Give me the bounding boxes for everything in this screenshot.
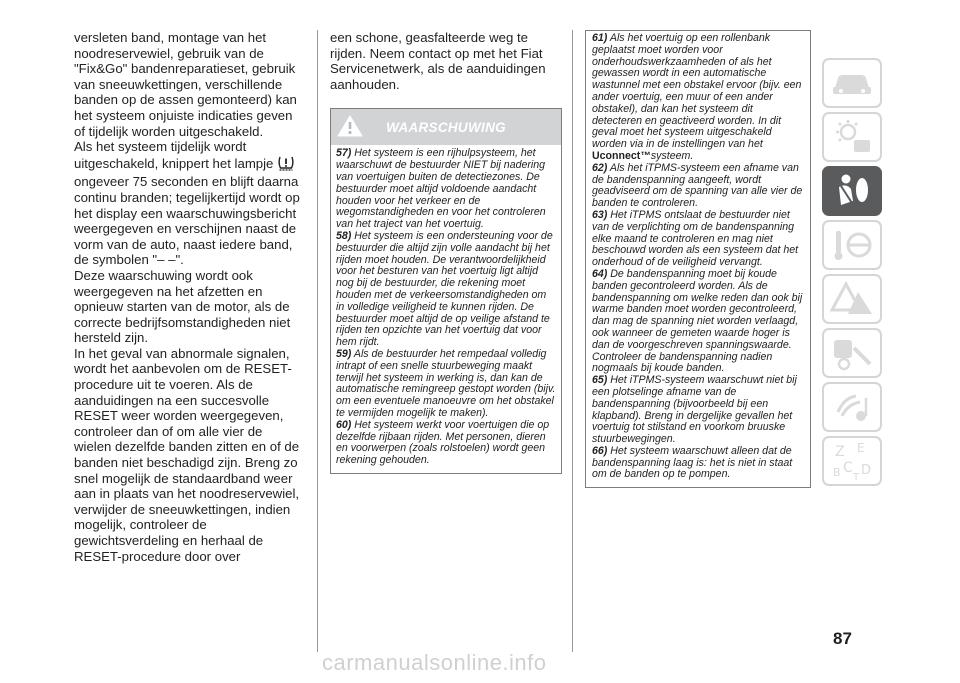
note-number: 62) xyxy=(592,161,608,174)
text-column-2 xyxy=(330,30,562,474)
index-letter: D xyxy=(861,463,872,478)
warning-header xyxy=(331,109,561,145)
note-number: 64) xyxy=(592,267,608,280)
index-letter: B xyxy=(833,466,841,479)
tab-index[interactable] xyxy=(822,436,882,486)
paragraph: Deze waarschuwing wordt ook weergegeven na het afzetten en opnieuw starten van de motor, als de correcte bedrijfsomstandigheden niet hersteld zijn. xyxy=(74,267,291,346)
note-item xyxy=(336,231,557,349)
paragraph-lamp-after: ongeveer 75 seconden en blijft daarna continu branden; tegelijkertijd wordt op het display een waarschuwingsbericht weergegeven en verschijnen naast de vorm van de auto, naast iedere band, de symbolen "– –". xyxy=(74,174,300,268)
paragraph-lamp-before: Als het systeem tijdelijk wordt uitgeschakeld, knippert het lampje xyxy=(74,139,274,171)
note-number: 63) xyxy=(592,208,608,221)
note-item xyxy=(592,446,805,481)
multimedia-icon xyxy=(830,388,874,426)
key-steering-icon xyxy=(830,226,874,264)
note-text: Het systeem werkt voor voertuigen die op dezelfde rijbaan rijden. Met personen, dieren en voorwerpen (zoals rolstoelen) wordt geen rekening gehouden. xyxy=(336,418,550,467)
note-number: 57) xyxy=(336,147,352,160)
note-text: Het iTPMS ontslaat de bestuurder niet van de verplichting om de bandenspanning elke maand te controleren en mag niet beschouwd worden als een systeem dat het onderhoud of de veiligheid vervangt. xyxy=(592,208,799,269)
warning-title: WAARSCHUWING xyxy=(386,119,506,135)
page-number: 87 xyxy=(833,629,852,648)
tab-car[interactable] xyxy=(822,58,882,108)
tab-starting[interactable] xyxy=(822,220,882,270)
warning-notes xyxy=(331,145,561,473)
note-number: 60) xyxy=(336,418,352,431)
tab-multimedia[interactable] xyxy=(822,382,882,432)
index-letter: T xyxy=(853,472,860,482)
note-number: 59) xyxy=(336,347,352,360)
note-number: 66) xyxy=(592,444,608,457)
paragraph: een schone, geasfalteerde weg te rijden. Neem contact op met het Fiat Servicenetwerk, als de aanduidingen aanhouden. xyxy=(330,30,546,92)
note-text: Als de bestuurder het rempedaal volledig intrapt of een snelle stuurbeweging maakt terwijl het systeem in werking is, dan kan de automatische remingreep gestopt worden (bijv. om een eventuele manoeuvre om het obstakel te vermijden mogelijk te maken). xyxy=(336,347,556,419)
paragraph: In het geval van abnormale signalen, wordt het aanbevolen om de RESET-procedure uit te voeren. Als de aanduidingen na een succesvolle RESET weer worden weergegeven, controleer dan of om alle vier de wielen dezelfde banden zitten en of de banden niet beschadigd zijn. Breng zo snel mogelijk de standaardband weer aan in plaats van het noodreservewiel, verwijder de sneeuwkettingen, indien mogelijk, controleer de gewichtsverdeling en herhaal de RESET-procedure door over xyxy=(74,345,300,564)
tab-maintenance[interactable] xyxy=(822,328,882,378)
note-text: De bandenspanning moet bij koude banden gecontroleerd worden. Als de bandenspanning om welke reden dan ook bij warme banden moet worden gecontroleerd, dan mag de spanning niet worden verlaagd, ook wanneer de gemeten waarde hoger is dan de voorgeschreven spanningswaarde. Controleer de bandenspanning nadien nogmaals bij koude banden. xyxy=(592,267,803,375)
note-item xyxy=(336,349,557,420)
note-item xyxy=(592,33,805,163)
tab-dashboard[interactable] xyxy=(822,112,882,162)
paragraph-lamp xyxy=(74,139,300,268)
note-item xyxy=(592,210,805,269)
column-divider xyxy=(572,30,573,652)
airbag-seatbelt-icon xyxy=(829,171,875,211)
note-brand: Uconnect™ xyxy=(592,149,651,162)
index-letter: C xyxy=(843,460,853,476)
paragraph: versleten band, montage van het noodreservewiel, gebruik van de "Fix&Go" bandenreparatieset, gebruik van sneeuwkettingen, verschillende banden op de assen gemonteerd) kan het systeem onjuiste indicaties geven of tijdelijk worden uitgeschakeld. xyxy=(74,30,297,139)
index-letter: Z xyxy=(835,444,845,460)
note-text-tail: systeem. xyxy=(650,149,694,162)
alphabet-index-icon xyxy=(829,440,875,482)
warning-box xyxy=(330,108,562,474)
notes-column-3 xyxy=(585,30,811,488)
tire-pressure-warning-icon xyxy=(277,155,295,175)
note-text: Het iTPMS-systeem waarschuwt niet bij een plotselinge afname van de bandenspanning (bijvoorbeeld bij een klapband). Breng in dergelijke gevallen het voertuig tot stilstand en voorkom bruuske stuurbewegingen. xyxy=(592,374,797,446)
note-number: 65) xyxy=(592,374,608,387)
note-item xyxy=(592,375,805,446)
index-letter: E xyxy=(857,441,865,455)
tab-emergency[interactable] xyxy=(822,274,882,324)
text-column-1 xyxy=(74,30,300,564)
watermark[interactable]: carmanualsonline.info xyxy=(322,650,547,675)
tab-safety[interactable] xyxy=(822,166,882,216)
note-item xyxy=(592,163,805,210)
note-item xyxy=(592,269,805,375)
dashboard-lights-icon xyxy=(830,118,874,156)
note-text: Als het voertuig op een rollenbank geplaatst moet worden voor onderhoudswerkzaamheden of als het gewassen wordt in een automatische wastunnel met een obstakel ervoor (bijv. een ander voertuig, een muur of een ander obstakel), dan kan het systeem dit detecteren en geactiveerd worden. In dit geval moet het systeem uitgeschakeld worden via in de instellingen van het xyxy=(592,32,802,151)
warning-triangle-icon xyxy=(830,280,874,318)
note-text: Als het iTPMS-systeem een afname van de bandenspanning aangeeft, wordt geadviseerd om de spanning van alle vier de banden te controleren. xyxy=(592,161,803,210)
car-icon xyxy=(830,68,874,98)
note-text: Het systeem waarschuwt alleen dat de bandenspanning laag is: het is niet in staat om de banden op te pompen. xyxy=(592,444,793,481)
note-number: 58) xyxy=(336,229,352,242)
note-text: Het systeem is een ondersteuning voor de bestuurder die altijd zijn volle aandacht bij het rijden moet houden. De verantwoordelijkheid voor het besturen van het voertuig ligt altijd nog bij de bestuurder, die rekening moet houden met de verkeersomstandigheden om in volledige veiligheid te kunnen rijden. De bestuurder moet altijd de op veilige afstand te rijden ten opzichte van het voertuig dat voor hem rijdt. xyxy=(336,229,553,349)
note-number: 61) xyxy=(592,32,608,44)
chapter-sidebar xyxy=(822,58,888,490)
note-item xyxy=(336,420,557,467)
note-text: Het systeem is een rijhulpsysteem, het waarschuwt de bestuurder NIET bij nadering van voertuigen buiten de detectiezones. De bestuurder moet altijd voldoende aandacht houden voor het verkeer en de wegomstandigheden en voor het controleren van het traject van het voertuig. xyxy=(336,147,546,231)
warning-triangle-icon xyxy=(337,114,363,142)
note-item xyxy=(336,148,557,231)
service-tools-icon xyxy=(830,334,874,372)
column-divider xyxy=(317,30,318,652)
